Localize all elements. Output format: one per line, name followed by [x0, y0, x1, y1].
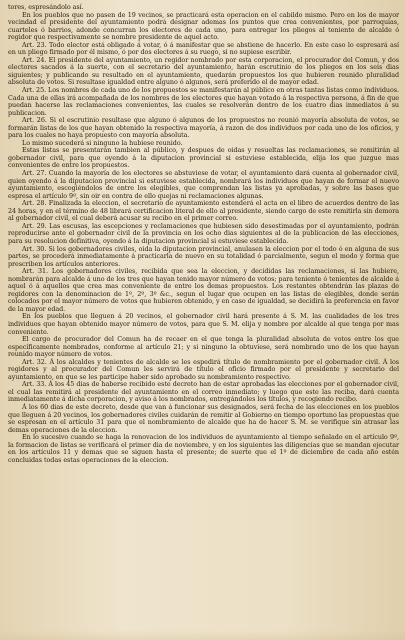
paragraph: Art. 30. Si los gobernadores civiles, oida la diputacion provincial, anulasen la eleccion por el todo ó en alguna de sus partes, se procederá inmediatamente á practicarla de nuevo en su totalidad ó parcialmente, segun el modo y forma que prescriben los artículos anteriores.	[8, 244, 399, 268]
paragraph: En lo sucesivo cuando se haga la renovacion de los individuos de ayuntamiento al tiempo señalado en el artículo 9º, la formacion de listas se verificará el primer dia de noviembre, y en los siguientes las diligencias que se mandan ejecutar en los artículos 11 y demas que se siguen hasta el presente; de suerte que el 1º de diciembre de cada año estén concluidas todas estas operaciones de la eleccion.	[8, 433, 399, 464]
paragraph: Art. 25. Los nombres de cada uno de los propuestos se manifestarán al público en otras tantas listas como individuos. Cada una de ellas irá acompañada de los nombres de los electores que hayan votado á la respectiva persona, á fin de que puedan hacerse las reclamaciones convenientes, las cuales se resolverán dentro de los cuatro dias inmediatos á su publicacion.	[8, 86, 399, 117]
paragraph: Art. 33. Á los 45 dias de haberse recibido este decreto han de estar aprobadas las elecciones por el gobernador civil, el cual las remitirá al presidente del ayuntamiento en el correo inmediato; y luego que este las reciba, dará cuenta inmediatamente á dicha corporacion, y aviso á los nombrados, entregándoles los títulos, y recogiendo recibo.	[8, 380, 399, 404]
paragraph: tores, espresándolo así.	[8, 3, 84, 11]
paragraph: Art. 28. Finalizada la eleccion, el secretario de ayuntamiento estenderá el acta en el libro de acuerdos dentro de las 24 horas, y en el término de 48 librará certificacion literal de ello al presidente, siendo cargo de este remitirla sin demora al gobernador civil, el cual deberá acusar su recibo en el primer correo.	[8, 199, 399, 223]
document-body	[8, 4, 399, 464]
paragraph: Art. 31. Los gobernadores civiles, recibida que sea la eleccion, y decididas las reclamaciones, si las hubiere, nombrarán para alcalde á uno de los tres que hayan tenido mayor número de votos; para teniente ó tenientes de alcalde á aquel ó á aquellos que crea mas conveniente de entre los demas propuestos. Los restantes obtendrán las plazas de regidores con la denominacion de 1º, 2º, 3º &c., segun el lugar que ocupen en las listas de elegibles, donde serán colocados por el mayor número de votos que hubieren obtenido, y en caso de igualdad, se decidirá la preferencia en favor de la mayor edad.	[8, 267, 399, 313]
paragraph: Art. 24. El presidente del ayuntamiento, un regidor nombrado por esta corporacion, el procurador del Comun, y dos electores sacados á la suerte, con el secretario del ayuntamiento, harán escrutinio de los pliegos en los seis dias siguientes; y publicando su resultado en el ayuntamiento, quedarán propuestos los que hubieren reunido pluralidad absoluta de votos. Si resultase igualdad entre alguno ó algunos, será preferido el de mayor edad.	[8, 55, 399, 87]
paragraph: Art. 26. Si el escrutinio resultase que alguno ó algunos de los propuestos no reunió mayoría absoluta de votos, se formarán listas de los que hayan obtenido la respectiva mayoría, á razon de dos individuos por cada uno de los oficios, y para los cuales no haya propuesto con mayoría absoluta.	[8, 116, 399, 140]
paragraph: Art. 29. Las escusas, las escepciones y reclamaciones que hubiesen sido desestimadas por el ayuntamiento, podrán reproducirse ante el gobernador civil de la provincia en los ocho dias siguientes al de la publicacion de las elecciones, para su resolucion definitiva, oyendo á la diputacion provincial si estuviese establecida.	[8, 221, 399, 245]
page-edge-shadow	[0, 630, 405, 640]
paragraph: Art. 32. Á los alcaldes y tenientes de alcalde se les espedirá título de nombramiento por el gobernador civil. Á los regidores y al procurador del Comun les servirá de título el oficio firmado por el presidente y secretario del ayuntamiento, en que se les participe haber sido aprobado su nombramiento respectivo.	[8, 357, 399, 381]
paragraph: El cargo de procurador del Comun ha de recaer en el que tenga la pluralidad absoluta de votos entre los que específicamente nombrados, conforme al artículo 21; y si ninguno la obtuviese, será nombrado uno de los que hayan reunido mayor número de votos.	[8, 335, 399, 359]
paragraph: Á los 60 dias de este decreto, desde que van á funcionar sus designados, será fecha de las elecciones en los pueblos que lleguen á 20 vecinos, los gobernadores civiles cuidarán de remitir al Gobierno en tiempo oportuno las propuestas que se espresan en el artículo 31 para que el nombramiento de alcalde que ha de hacer S. M. se verifique sin atrasar las demas operaciones de la eleccion.	[8, 402, 399, 434]
paragraph: Estas listas se presentarán tambien al público, y despues de oidas y resueltas las reclamaciones, se remitirán al gobernador civil, para que oyendo á la diputacion provincial si estuviese establecida, elija los que juzgue mas convenientes de entre los propuestos.	[8, 146, 399, 170]
paragraph: Lo mismo sucederá si ninguno la hubiese reunido.	[22, 138, 183, 147]
paragraph: En los pueblos que no pasen de 19 vecinos, se practicará esta operacion en el cabildo mismo. Pero en los de mayor vecindad el presidente del ayuntamiento podrá designar ademas los puntos que crea convenientes, por parroquias, cuarteles ó barrios, adonde concurran los electores de cada uno, para entregar los pliegos al teniente de alcalde ó regidor que respectivamente se nombre presidente de aquel acto.	[8, 10, 399, 42]
paragraph: Art. 23. Todo elector está obligado á votar, ó á manifestar que se abstiene de hacerlo. En este caso lo espresará así en un pliego firmado por él mismo, ó por dos electores á su ruego, si no supiese escribir.	[8, 40, 399, 57]
paragraph: En los pueblos que lleguen á 20 vecinos, el gobernador civil hará presente á S. M. las cualidades de los tres individuos que hayan obtenido mayor número de votos, para que S. M. elija y nombre por alcalde al que tenga por mas conveniente.	[8, 312, 399, 336]
paragraph: Art. 27. Cuando la mayoría de los electores se abstuviese de votar, el ayuntamiento dará cuenta al gobernador civil, quien oyendo á la diputacion provincial si estuviese establecida, nombrará los individuos que hayan de formar el nuevo ayuntamiento, escogiéndolos de entre los elegibles, que comprendan las listas ya aprobadas, y sobre las bases que espresa el artículo 9º, sin oir en contra de ello quejas ni reclamaciones algunas.	[8, 169, 399, 200]
